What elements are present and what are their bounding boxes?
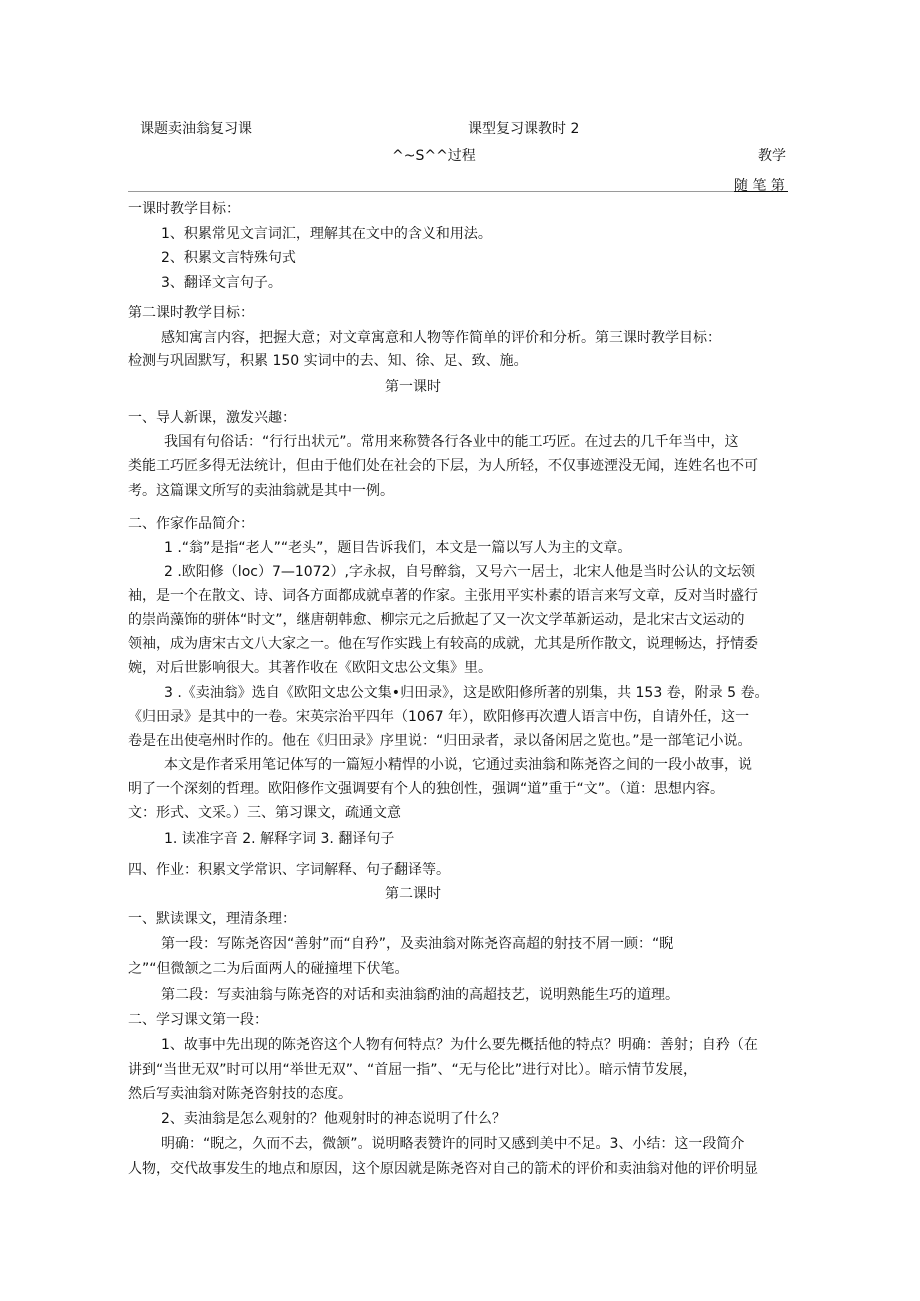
paragraph-line: 我国有句俗话：“行行出状元”。常用来称赞各行各业中的能工巧匠。在过去的几千年当中，这 <box>164 434 739 450</box>
section-heading: 二、学习课文第一段： <box>128 1012 268 1028</box>
goals2-line: 检测与巩固默写，积累 150 实词中的去、知、徐、足、致、施。 <box>128 353 528 369</box>
paragraph-line: 类能工巧匠多得无法统计，但由于他们处在社会的下层，为人所轻，不仅事迹湮没无闻，连姓名也不可 <box>128 458 758 474</box>
lesson1-title: 第一课时 <box>385 379 441 395</box>
paragraph-line: 婉，对后世影响很大。其著作收在《欧阳文忠公文集》里。 <box>128 660 492 676</box>
section-heading: 四、作业：积累文学常识、字词解释、句子翻译等。 <box>128 862 450 878</box>
lesson-type: 课型复习课教时 2 <box>468 121 580 137</box>
paragraph-line: 2、卖油翁是怎么观射的？他观射时的神态说明了什么？ <box>161 1111 506 1127</box>
paragraph-line: 袖，是一个在散文、诗、词各方面都成就卓著的作家。主张用平实朴素的语言来写文章，反对当时盛行 <box>128 588 758 604</box>
paragraph-line: 明了一个深刻的哲理。欧阳修作文强调要有个人的独创性，强调“道”重于“文”。（道：思想内容。 <box>128 781 725 797</box>
notes-label: 随 笔 第 <box>734 178 785 194</box>
paragraph-line: 本文是作者采用笔记体写的一篇短小精悍的小说，它通过卖油翁和陈尧咨之间的一段小故事，说 <box>164 757 752 773</box>
goals1-heading: 一课时教学目标： <box>128 201 240 217</box>
goals2-line: 感知寓言内容，把握大意；对文章寓意和人物等作简单的评价和分析。第三课时教学目标： <box>161 330 721 346</box>
paragraph-line: 文：形式、文采。）三、第习课文，疏通文意 <box>128 805 401 821</box>
notes-underline <box>734 191 788 192</box>
paragraph-line: 人物，交代故事发生的地点和原因，这个原因就是陈尧咨对自己的箭术的评价和卖油翁对他的评价明显 <box>128 1161 758 1177</box>
paragraph-line: 《归田录》是其中的一卷。宋英宗治平四年（1067 年），欧阳修再次遭人语言中伤，自请外任，这一 <box>128 709 750 725</box>
paragraph-line: 领袖，成为唐宋古文八大家之一。他在写作实践上有较高的成就，尤其是所作散文，说理畅达，抒情委 <box>128 636 758 652</box>
paragraph-line: 1、故事中先出现的陈尧咨这个人物有何特点？为什么要先概括他的特点？明确：善射；自矜（在 <box>161 1037 758 1053</box>
paragraph-line: 考。这篇课文所写的卖油翁就是其中一例。 <box>128 483 394 499</box>
paragraph-line: 1 .“翁”是指“老人”“老头”，题目告诉我们，本文是一篇以写人为主的文章。 <box>164 540 632 556</box>
section-heading: 一、导人新课，激发兴趣： <box>128 410 296 426</box>
lesson2-title: 第二课时 <box>385 886 441 902</box>
goals2-heading: 第二课时教学目标： <box>128 305 254 321</box>
paragraph-line: 第二段：写卖油翁与陈尧咨的对话和卖油翁酌油的高超技艺，说明熟能生巧的道理。 <box>161 987 679 1003</box>
paragraph-line: 1. 读准字音 2. 解释字词 3. 翻译句子 <box>164 831 395 847</box>
paragraph-line: 然后写卖油翁对陈尧咨射技的态度。 <box>128 1086 352 1102</box>
goal-item: 2、积累文言特殊句式 <box>161 250 296 266</box>
lesson-title: 课题卖油翁复习课 <box>140 121 252 137</box>
process-label: ^~S^^过程 <box>392 148 476 164</box>
section-heading: 二、作家作品简介： <box>128 516 254 532</box>
teach-label: 教学 <box>758 148 786 164</box>
paragraph-line: 之”“但微颔之二为后面两人的碰撞埋下伏笔。 <box>128 961 409 977</box>
paragraph-line: 的崇尚藻饰的骈体“时文”，继唐朝韩愈、柳宗元之后掀起了又一次文学革新运动，是北宋古文运动的 <box>128 612 745 628</box>
paragraph-line: 2 .欧阳修（loc）7—1072）,字永叔，自号醉翁，又号六一居士，北宋人他是当时公认的文坛领 <box>164 564 755 580</box>
paragraph-line: 明确：“睨之，久而不去，微颔”。说明略表赞许的同时又感到美中不足。3、小结：这一段简介 <box>161 1136 745 1152</box>
section-heading: 一、默读课文，理清条理： <box>128 911 296 927</box>
goal-item: 3、翻译文言句子。 <box>161 275 282 291</box>
paragraph-line: 第一段：写陈尧咨因“善射”而“自矜”，及卖油翁对陈尧咨高超的射技不屑一顾：“睨 <box>161 936 674 952</box>
paragraph-line: 3 .《卖油翁》选自《欧阳文忠公文集•归田录》，这是欧阳修所著的别集，共 153 卷，附录 5 卷。 <box>164 685 769 701</box>
paragraph-line: 卷是在出使亳州时作的。他在《归田录》序里说：“归田录者，录以备闲居之览也。”是一部笔记小说。 <box>128 733 752 749</box>
paragraph-line: 讲到“当世无双”时可以用“举世无双”、“首屈一指”、“无与伦比”进行对比）。暗示情节发展， <box>128 1062 698 1078</box>
header-rule <box>128 191 734 192</box>
goal-item: 1、积累常见文言词汇，理解其在文中的含义和用法。 <box>161 226 492 242</box>
